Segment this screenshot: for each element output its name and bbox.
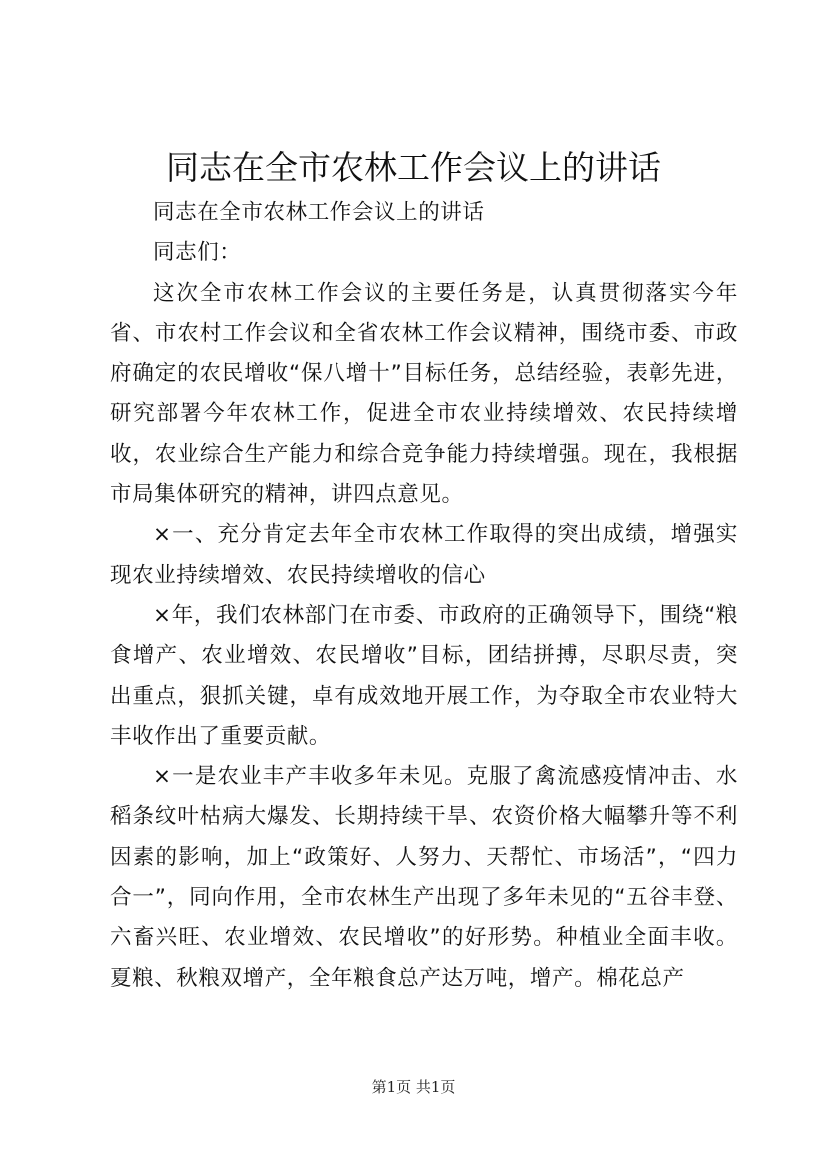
paragraph-salutation: 同志们： [153,240,242,266]
paragraph-point-one: ×一是农业丰产丰收多年未见。克服了禽流感疫情冲击、水稻条纹叶枯病大爆发、长期持续干旱、农资价格大幅攀升等不利因素的影响，加上“政策好、人努力、天帮忙、市场活”，“四力合一”，同向作用，全市农林生产出现了多年未见的“五谷丰登、六畜兴旺、农业增效、农民增收”的好形势。种植业全面丰收。夏粮、秋粮双增产，全年粮食总产达万吨，增产。棉花总产 [110,764,738,991]
page-number-footer: 第1页 共1页 [371,1078,456,1096]
document-body [110,193,738,999]
paragraph-review: ×年，我们农林部门在市委、市政府的正确领导下，围绕“粮食增产、农业增效、农民增收”目标，团结拼搏，尽职尽责，突出重点，狠抓关键，卓有成效地开展工作，为夺取全市农业特大丰收作出了重要贡献。 [110,602,738,749]
paragraph-intro: 这次全市农林工作会议的主要任务是，认真贯彻落实今年省、市农村工作会议和全省农林工作会议精神，围绕市委、市政府确定的农民增收“保八增十”目标任务，总结经验，表彰先进，研究部署今年农林工作，促进全市农业持续增效、农民持续增收，农业综合生产能力和综合竞争能力持续增强。现在，我根据市局集体研究的精神，讲四点意见。 [110,280,738,508]
document-title: 同志在全市农林工作会议上的讲话 [166,148,661,187]
paragraph-subtitle: 同志在全市农林工作会议上的讲话 [153,200,485,225]
paragraph-section-heading: ×一、充分肯定去年全市农林工作取得的突出成绩，增强实现农业持续增效、农民持续增收的信心 [110,522,738,588]
